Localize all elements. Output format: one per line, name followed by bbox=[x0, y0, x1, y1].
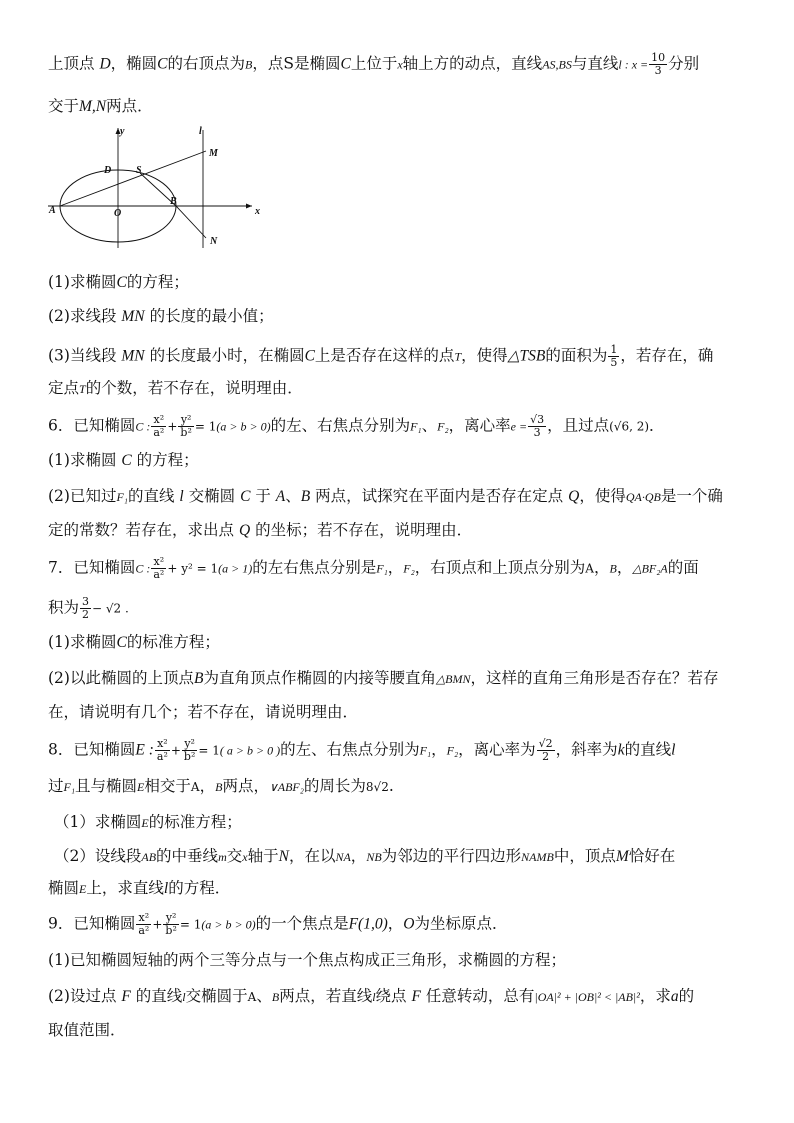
label-D: D bbox=[104, 165, 112, 176]
label-N: N bbox=[210, 236, 218, 247]
ellipse-figure bbox=[44, 120, 268, 252]
p7-line-1: 7．已知椭圆C : $\frac{\text{x²}}{\text{a²}}$ + y² = 1(a > 1)的左右焦点分别是F₁，F₂，右顶点和上顶点分别为A，B，△BF₂A的面 bbox=[48, 555, 699, 581]
p7-q1: (1)求椭圆C的标准方程； bbox=[48, 633, 220, 651]
fraction-1-5: $\frac{1}{5}$ bbox=[610, 343, 618, 369]
p5-q3: (3)当线段 MN 的长度最小时，在椭圆C上是否存在这样的点T，使得△TSB的面积为 $\frac{1}{5}$ ，若存在，确 bbox=[48, 343, 714, 369]
p8-line-2: 过F₁且与椭圆E相交于A，B两点，∨ABF₂的周长为8√2. bbox=[48, 777, 394, 795]
fraction-sqrt3-3: $\frac{√3}{3}$ bbox=[530, 413, 545, 439]
fraction-y2-b2-p9: $\frac{\text{y²}}{\text{b²}}$ bbox=[165, 911, 177, 937]
fraction-10-3: $\frac{10}{3}$ bbox=[651, 51, 666, 77]
fraction-sqrt2-2: $\frac{√2}{2}$ bbox=[538, 737, 553, 763]
fraction-x2-a2-p7: $\frac{\text{x²}}{\text{a²}}$ bbox=[153, 555, 165, 581]
p8-line-1: 8．已知椭圆E : $\frac{\text{x²}}{\text{a²}}$ + $\frac{\text{y²}}{\text{b²}}$ = 1( a > b > 0 )的左、右焦点分别为F₁，F₂，离心率为 $\frac{√2}{2}$ ，斜率为k的直线l bbox=[48, 737, 676, 763]
p9-q2-cont: 取值范围． bbox=[48, 1021, 126, 1039]
label-y: y bbox=[120, 126, 125, 137]
label-O: O bbox=[114, 208, 122, 219]
p5-q3-cont: 定点T的个数，若不存在，说明理由． bbox=[48, 379, 303, 397]
p5-q2: (2)求线段 MN 的长度的最小值； bbox=[48, 307, 274, 325]
p6-q1: (1)求椭圆 C 的方程； bbox=[48, 451, 199, 469]
p7-line-2: 积为 $\frac{3}{2}$ − √2 . bbox=[48, 595, 129, 621]
p8-q2: （2）设线段AB的中垂线m交x轴于N，在以NA，NB为邻边的平行四边形NAMB中，顶点M恰好在 bbox=[54, 847, 676, 865]
label-x: x bbox=[255, 206, 260, 217]
label-B: B bbox=[170, 196, 177, 207]
label-M: M bbox=[209, 148, 218, 159]
label-A: A bbox=[49, 205, 56, 216]
p6-q2: (2)已知过F₁的直线 l 交椭圆 C 于 A、B 两点，试探究在平面内是否存在定点 Q，使得QA·QB是一个确 bbox=[48, 487, 723, 505]
p9-q2: (2)设过点 F 的直线l交椭圆于A、B两点，若直线l绕点 F 任意转动，总有|OA|² + |OB|² < |AB|²，求a的 bbox=[48, 987, 695, 1005]
fraction-y2-b2: $\frac{\text{y²}}{\text{b²}}$ bbox=[180, 413, 192, 439]
fraction-3-2: $\frac{3}{2}$ bbox=[82, 595, 90, 621]
p6-q2-cont: 定的常数？若存在，求出点 Q 的坐标；若不存在，说明理由． bbox=[48, 521, 473, 539]
p7-q2: (2)以此椭圆的上顶点B为直角顶点作椭圆的内接等腰直角△BMN，这样的直角三角形是否存在？若存 bbox=[48, 669, 719, 687]
p5-line-2: 交于M,N两点． bbox=[48, 97, 153, 115]
label-S: S bbox=[136, 165, 142, 176]
p6-line-1: 6．已知椭圆C : $\frac{\text{x²}}{\text{a²}}$ + $\frac{\text{y²}}{\text{b²}}$ = 1(a > b > 0)的左、右焦点分别为F₁、F₂，离心率e = $\frac{√3}{3}$ ，且过点(√6, 2)． bbox=[48, 413, 665, 439]
fraction-x2-a2-p9: $\frac{\text{x²}}{\text{a²}}$ bbox=[138, 911, 150, 937]
p8-q1: （1）求椭圆E的标准方程； bbox=[54, 813, 242, 831]
fraction-y2-b2-p8: $\frac{\text{y²}}{\text{b²}}$ bbox=[183, 737, 196, 763]
p9-q1: (1)已知椭圆短轴的两个三等分点与一个焦点构成正三角形，求椭圆的方程； bbox=[48, 951, 566, 969]
p7-q2-cont: 在，请说明有几个；若不存在，请说明理由． bbox=[48, 703, 359, 721]
p9-line-1: 9．已知椭圆 $\frac{\text{x²}}{\text{a²}}$ + $\frac{\text{y²}}{\text{b²}}$ = 1(a > b > 0)的一个焦点是F(1,0)，O为坐标原点． bbox=[48, 911, 508, 937]
fraction-x2-a2-p8: $\frac{\text{x²}}{\text{a²}}$ bbox=[156, 737, 168, 763]
p8-q2-cont: 椭圆E上，求直线l的方程． bbox=[48, 879, 231, 897]
p5-q1: (1)求椭圆C的方程； bbox=[48, 273, 189, 291]
label-l: l bbox=[199, 126, 202, 137]
fraction-x2-a2: $\frac{\text{x²}}{\text{a²}}$ bbox=[153, 413, 165, 439]
p5-line-1: 上顶点 D，椭圆C的右顶点为B，点S是椭圆C上位于x轴上方的动点，直线AS,BS与直线l : x = $\frac{10}{3}$ 分别 bbox=[48, 51, 700, 77]
